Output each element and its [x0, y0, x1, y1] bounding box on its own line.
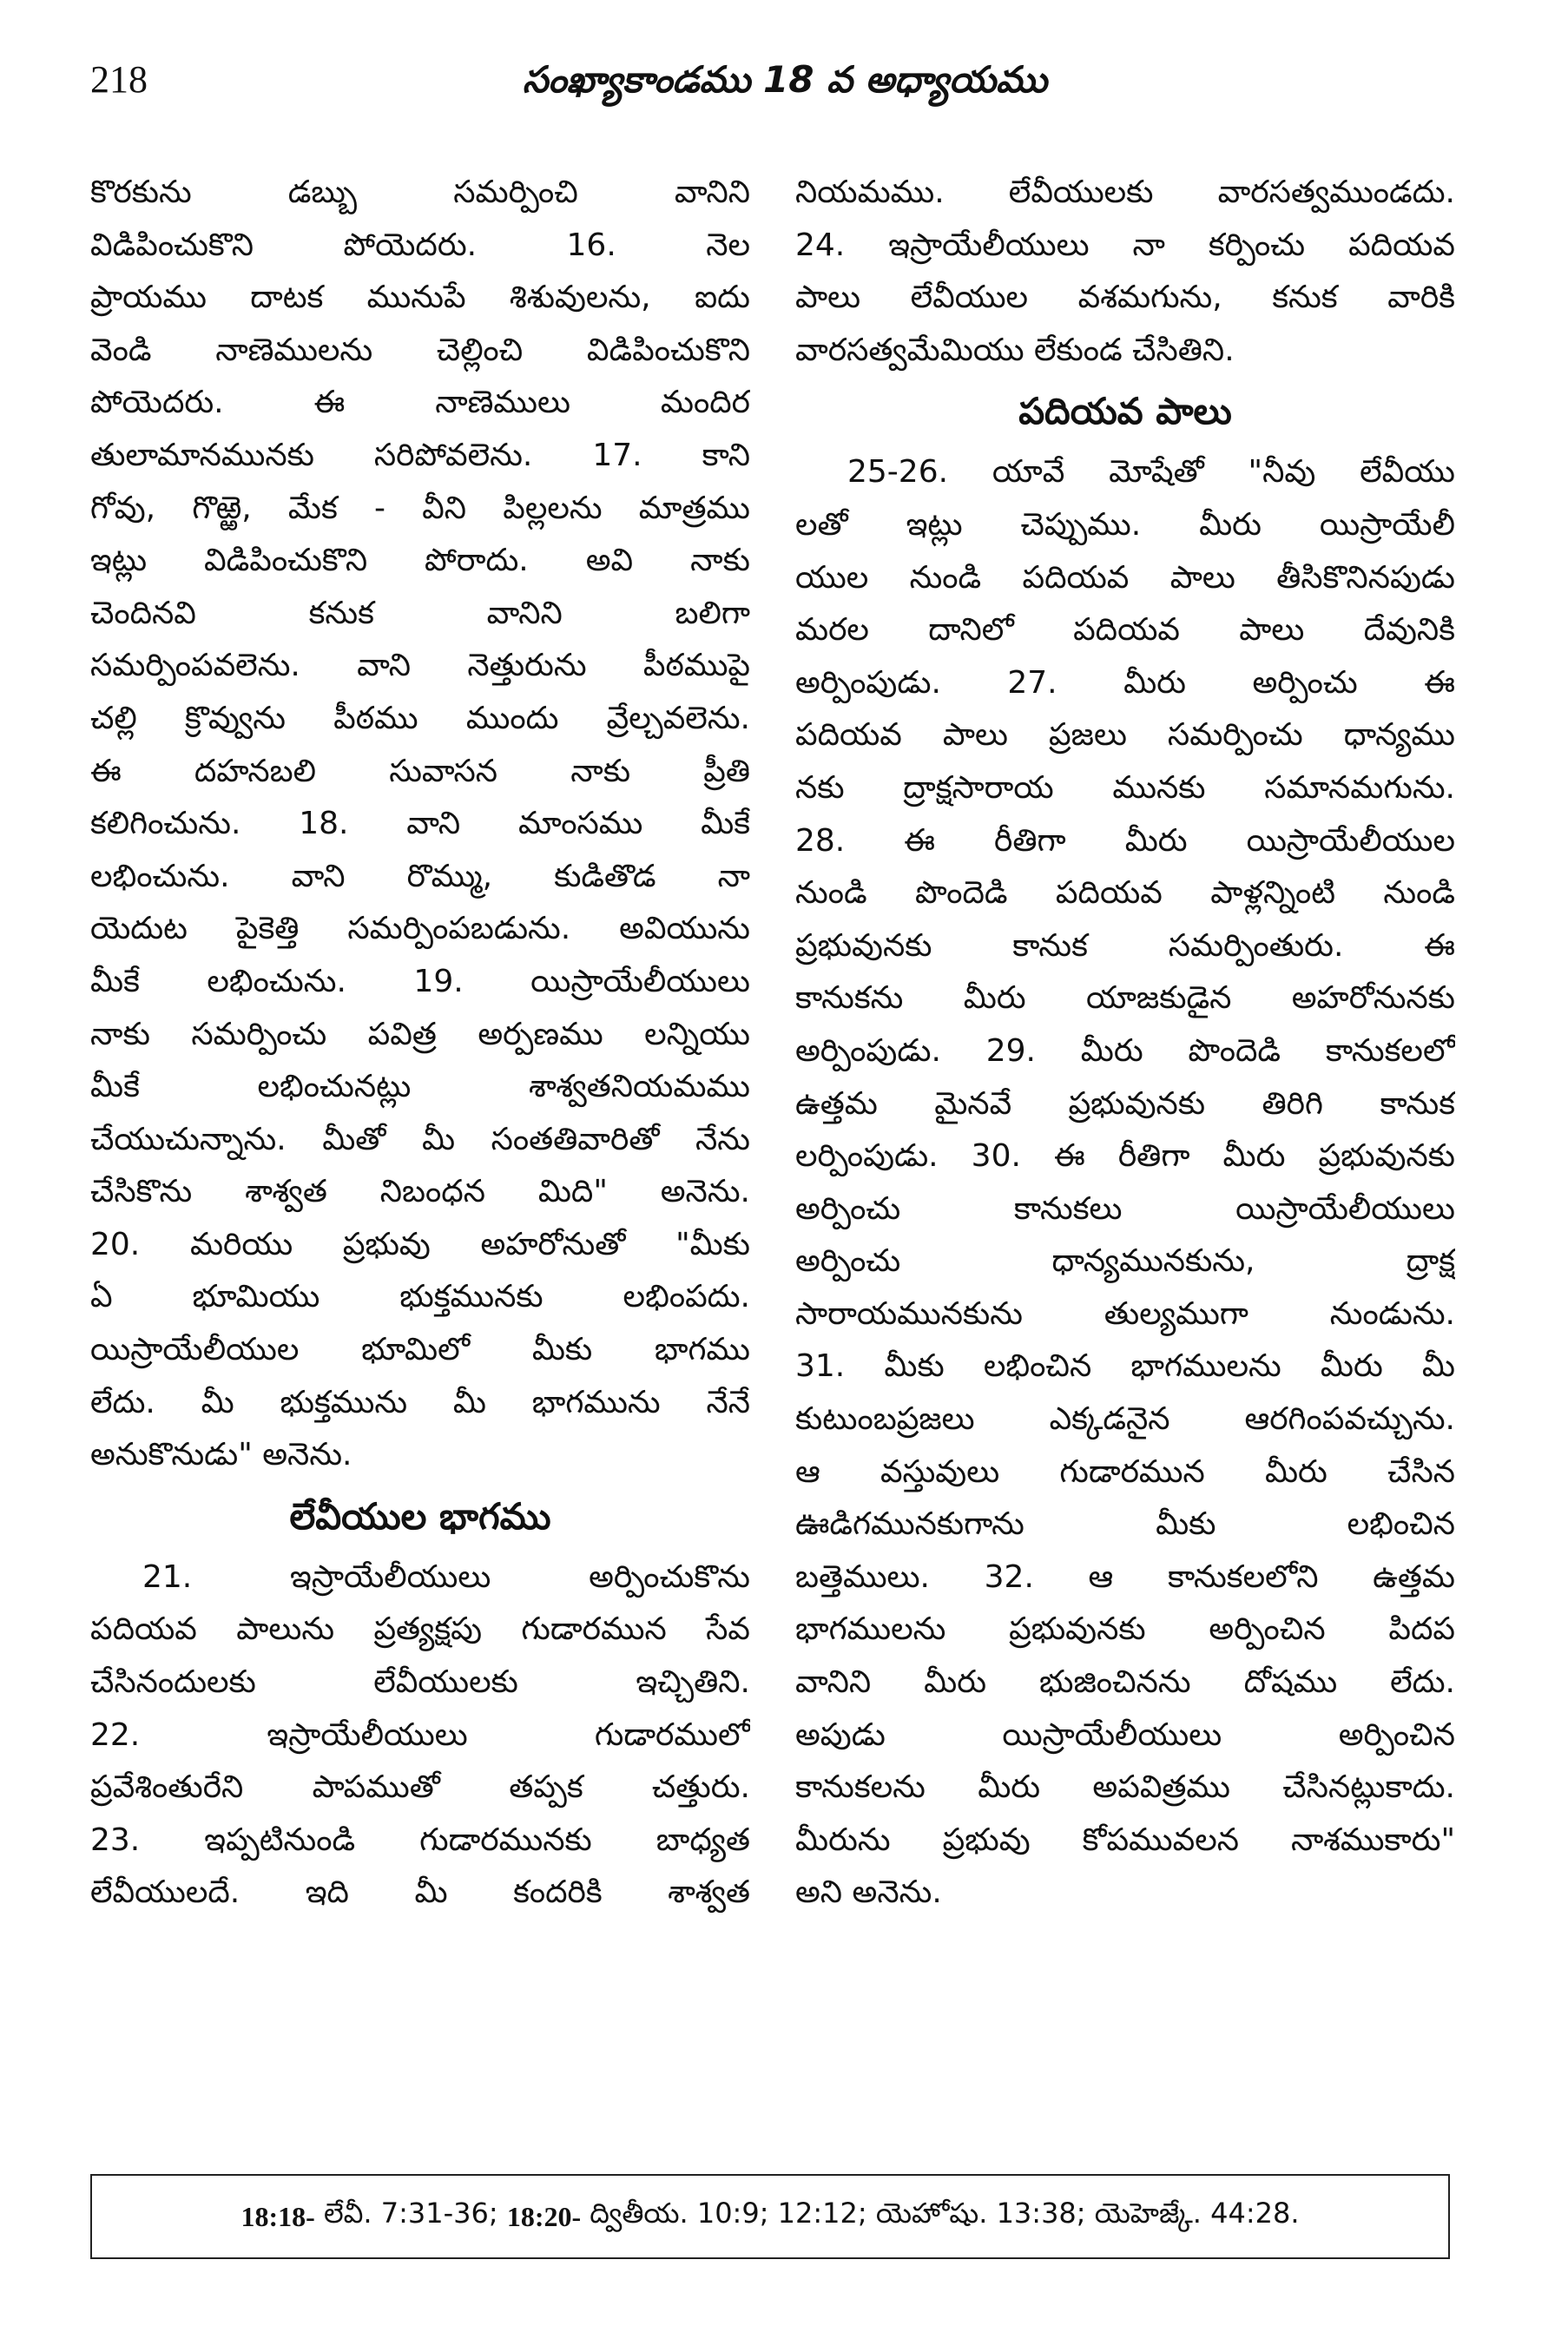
text-line: లభించును. వాని రొమ్ము, కుడితొడ నా — [90, 858, 750, 894]
text-line: అని అనెను. — [795, 1874, 942, 1911]
text-line: లేదు. మీ భుక్తమును మీ భాగమును నేనే — [90, 1384, 750, 1420]
text-line: మీకే లభించునట్లు శాశ్వతనియమము — [90, 1069, 750, 1105]
text-line: 25-26. యావే మోషేతో "నీవు లేవీయు — [847, 454, 1455, 491]
section-heading-levites-portion: లేవీయుల భాగము — [289, 1494, 551, 1538]
text-line: ఇట్లు విడిపించుకొని పోరాదు. అవి నాకు — [90, 543, 750, 579]
text-line: ఊడిగమునకుగాను మీకు లభించిన — [795, 1506, 1455, 1543]
text-line: పాలు లేవీయుల వశమగును, కనుక వారికి — [795, 280, 1455, 316]
footnote-ref-18-18: 18:18- — [240, 2200, 315, 2232]
text-line: కలిగించును. 18. వాని మాంసము మీకే — [90, 806, 750, 842]
text-line: 31. మీకు లభించిన భాగములను మీరు మీ — [795, 1348, 1455, 1385]
text-line: యెదుట పైకెత్తి సమర్పింపబడును. అవియును — [90, 911, 750, 947]
text-line: 23. ఇప్పటినుండి గుడారమునకు బాధ్యత — [90, 1822, 750, 1858]
text-line: ఉత్తమ మైనవే ప్రభువునకు తిరిగి కానుక — [795, 1085, 1455, 1122]
text-line: అర్పించు కానుకలు యిస్రాయేలీయులు — [795, 1190, 1455, 1227]
cross-reference-footnote — [90, 2174, 1450, 2259]
text-line: 28. ఈ రీతిగా మీరు యిస్రాయేలీయుల — [795, 822, 1455, 859]
text-line: అర్పింపుడు. 29. మీరు పొందెడి కానుకలలో — [795, 1032, 1455, 1069]
right-column — [795, 167, 1455, 1920]
text-line: మీరును ప్రభువు కోపమువలన నాశముకారు" — [795, 1822, 1455, 1858]
text-line: కానుకలను మీరు అపవిత్రము చేసినట్లుకాదు. — [795, 1769, 1455, 1806]
text-line: విడిపించుకొని పోయెదరు. 16. నెల — [90, 227, 750, 263]
text-line: భాగములను ప్రభువునకు అర్పించిన పిదప — [795, 1611, 1455, 1648]
page-header — [90, 52, 1479, 122]
text-line: గోవు, గొఱ్ఱె, మేక - వీని పిల్లలను మాత్రము — [90, 490, 750, 526]
text-line: 21. ఇస్రాయేలీయులు అర్పించుకొను — [142, 1558, 750, 1595]
left-paragraph-2 — [90, 1552, 750, 1920]
text-line: అర్పింపుడు. 27. మీరు అర్పించు ఈ — [795, 664, 1455, 701]
text-line: అర్పించు ధాన్యమునకును, ద్రాక్ష — [795, 1243, 1455, 1280]
text-line: మీకే లభించును. 19. యిస్రాయేలీయులు — [90, 963, 750, 999]
left-paragraph-1 — [90, 167, 750, 1482]
text-line: చేసికొను శాశ్వత నిబంధన మిది" అనెను. — [90, 1174, 750, 1210]
text-line: తులామానమునకు సరిపోవలెను. 17. కాని — [90, 437, 750, 473]
text-line: పదియవ పాలును ప్రత్యక్షపు గుడారమున సేవ — [90, 1611, 750, 1648]
left-column — [90, 167, 750, 1920]
text-line: యుల నుండి పదియవ పాలు తీసికొనినపుడు — [795, 559, 1455, 596]
text-line: లేవీయులదే. ఇది మీ కందరికి శాశ్వత — [90, 1874, 750, 1911]
text-line: ఈ దహనబలి సువాసన నాకు ప్రీతి — [90, 753, 750, 789]
text-line: చేసినందులకు లేవీయులకు ఇచ్చితిని. — [90, 1664, 750, 1701]
text-line: మరల దానిలో పదియవ పాలు దేవునికి — [795, 612, 1455, 649]
text-line: నకు ద్రాక్షసారాయ మునకు సమానమగును. — [795, 769, 1455, 806]
footnote-text-1: లేవీ. 7:31-36; — [314, 2197, 507, 2230]
text-line: నుండి పొందెడి పదియవ పాళ్లన్నింటి నుండి — [795, 875, 1455, 912]
text-line: కానుకను మీరు యాజకుడైన అహరోనునకు — [795, 980, 1455, 1017]
text-line: చల్లి క్రొవ్వును పీఠము ముందు వ్రేల్చవలెను. — [90, 700, 750, 736]
text-line: ఏ భూమియు భుక్తమునకు లభింపదు. — [90, 1279, 750, 1315]
text-line: ప్రభువునకు కానుక సమర్పింతురు. ఈ — [795, 927, 1455, 964]
text-line: చేయుచున్నాను. మీతో మీ సంతతివారితో నేను — [90, 1121, 750, 1157]
text-line: సారాయమునకును తుల్యముగా నుండును. — [795, 1295, 1455, 1332]
text-line: ఆ వస్తువులు గుడారమున మీరు చేసిన — [795, 1453, 1455, 1490]
section-heading-tithe: పదియవ పాలు — [1018, 390, 1232, 433]
right-paragraph-1 — [795, 167, 1455, 377]
page-number: 218 — [90, 58, 148, 101]
text-line: వానిని మీరు భుజించినను దోషము లేదు. — [795, 1664, 1455, 1701]
text-line: చెందినవి కనుక వానిని బలిగా — [90, 595, 750, 631]
text-line: నాకు సమర్పించు పవిత్ర అర్పణము లన్నియు — [90, 1016, 750, 1052]
text-line: కొరకును డబ్బు సమర్పించి వానిని — [90, 175, 750, 210]
text-line: 22. ఇస్రాయేలీయులు గుడారములో — [90, 1716, 750, 1753]
text-line: యిస్రాయేలీయుల భూమిలో మీకు భాగము — [90, 1332, 750, 1368]
running-title: సంఖ్యాకాండము 18 వ అధ్యాయము — [522, 58, 1048, 101]
text-line: వారసత్వమేమియు లేకుండ చేసితిని. — [795, 332, 1235, 368]
text-line: పదియవ పాలు ప్రజలు సమర్పించు ధాన్యము — [795, 717, 1455, 754]
text-line: వెండి నాణెములను చెల్లించి విడిపించుకొని — [90, 332, 750, 368]
text-line: అనుకొనుడు" అనెను. — [90, 1437, 352, 1473]
text-line: ప్రాయము దాటక మునుపే శిశువులను, ఐదు — [90, 280, 750, 316]
text-line: ప్రవేశింతురేని పాపముతో తప్పక చత్తురు. — [90, 1769, 750, 1806]
text-line: లతో ఇట్లు చెప్పుము. మీరు యిస్రాయేలీ — [795, 506, 1455, 543]
footnote-text-2: ద్వితీయ. 10:9; 12:12; యెహోషు. 13:38; యెహెజ్కే. 44:28. — [581, 2197, 1300, 2230]
text-line: నియమము. లేవీయులకు వారసత్వముండదు. — [795, 175, 1455, 210]
text-line: బత్తెములు. 32. ఆ కానుకలలోని ఉత్తమ — [795, 1558, 1455, 1595]
text-line: సమర్పింపవలెను. వాని నెత్తురును పీఠముపై — [90, 648, 750, 684]
text-line: అపుడు యిస్రాయేలీయులు అర్పించిన — [795, 1716, 1455, 1753]
text-line: కుటుంబప్రజలు ఎక్కడనైన ఆరగింపవచ్చును. — [795, 1401, 1455, 1438]
text-line: పోయెదరు. ఈ నాణెములు మందిర — [90, 385, 750, 421]
text-line: లర్పింపుడు. 30. ఈ రీతిగా మీరు ప్రభువునకు — [795, 1138, 1455, 1175]
footnote-ref-18-20: 18:20- — [506, 2200, 582, 2232]
right-paragraph-2 — [795, 446, 1455, 1920]
text-line: 24. ఇస్రాయేలీయులు నా కర్పించు పదియవ — [795, 227, 1455, 263]
text-line: 20. మరియు ప్రభువు అహరోనుతో "మీకు — [90, 1226, 750, 1262]
